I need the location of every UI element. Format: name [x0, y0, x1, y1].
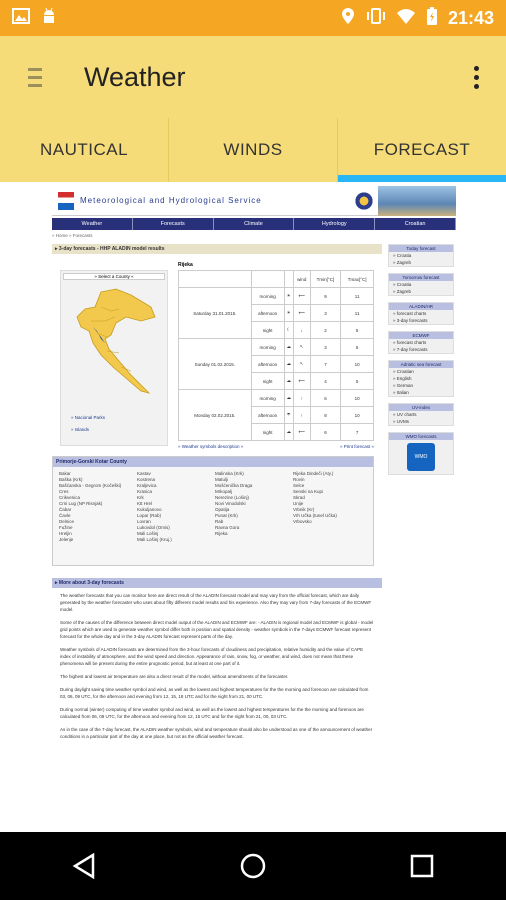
croatia-map[interactable] — [71, 287, 157, 397]
county-link[interactable]: Opatija — [215, 507, 230, 512]
county-link[interactable]: Rovin — [293, 477, 305, 482]
county-link[interactable]: Vrbovsko — [293, 519, 312, 524]
sidebar-box — [388, 244, 454, 267]
wind-arrow-icon: ↑ — [293, 390, 310, 407]
image-notification-icon — [12, 7, 30, 30]
county-column — [215, 471, 289, 543]
city-name: Rijeka — [178, 262, 193, 268]
croatia-crest-icon — [58, 192, 74, 210]
table-header — [251, 271, 284, 288]
weather-symbol-icon: ☁ — [284, 373, 293, 390]
sidebar-link[interactable]: » Croatia — [393, 253, 412, 258]
county-link[interactable]: Krk — [137, 495, 144, 500]
sidebar-box — [388, 360, 454, 397]
symbols-description-link[interactable]: » Weather symbols description « — [178, 444, 244, 449]
sidebar-link[interactable]: » Zagreb — [393, 289, 412, 294]
sidebar-link[interactable]: » 3-day forecasts — [393, 318, 428, 323]
wind-arrow-icon: ↑ — [293, 407, 310, 424]
day-cell: Monday 02.02.2015. — [179, 390, 252, 441]
county-heading: Primorje-Gorski Kotar County — [53, 457, 373, 467]
tmin-cell: 3 — [310, 339, 341, 356]
wind-arrow-icon: ⟵ — [293, 305, 310, 322]
nav-hydrology[interactable]: Hydrology — [294, 218, 375, 230]
tmax-cell: 11 — [341, 305, 374, 322]
national-parks-link[interactable]: » Nacional Parks — [71, 415, 106, 420]
app-title: Weather — [84, 61, 186, 92]
tab-forecast[interactable]: FORECAST — [337, 118, 506, 182]
tmin-cell: 9 — [310, 288, 341, 305]
dhmz-logo — [354, 191, 374, 211]
tmin-cell: 6 — [310, 390, 341, 407]
county-column — [293, 471, 367, 543]
county-link[interactable]: Kastav — [137, 471, 151, 476]
sidebar-link[interactable]: » Zagreb — [393, 260, 412, 265]
sidebar-link[interactable]: » 7-day forecasts — [393, 347, 428, 352]
sidebar-link[interactable]: » English — [393, 376, 412, 381]
paragraph: The weather forecasts that you can monitor here are direct result of the ALADIN forecast model and may vary from the official forecast, which are daily generated by the weather forecaster who uses about fifty different model results and his experience. Also they may vary from 7-day forecasts of the ECMWF model. — [60, 593, 372, 612]
day-cell: Saturday 31.01.2015. — [179, 288, 252, 339]
county-link[interactable]: Punat (Krk) — [215, 513, 238, 518]
county-link[interactable]: Baška (Krk) — [59, 477, 83, 482]
period-cell: afternoon — [251, 356, 284, 373]
app-bar — [0, 36, 506, 118]
table-header: Tmin[°C] — [310, 271, 341, 288]
county-link[interactable]: Novi Vinodolski — [215, 501, 246, 506]
table-header — [284, 271, 293, 288]
county-link[interactable]: Crni Lug (NP Risnjak) — [59, 501, 103, 506]
paragraph: During daylight saving time weather symbol and wind, as well as the lowest and highest temperatures for the the morning and forenoon are calculated from 03, 06, 09 UTC, for the afternoon and evening from 12, 15, 18 UTC and for the night from 21, 00 UTC. — [60, 687, 369, 699]
county-link[interactable]: Rijeka — [215, 531, 228, 536]
county-map-panel — [60, 270, 168, 446]
sidebar-link[interactable]: » forecast charts — [393, 311, 427, 316]
wind-arrow-icon: ⟵ — [293, 424, 310, 441]
wifi-icon — [396, 7, 416, 30]
more-text — [52, 588, 382, 750]
sidebar-box — [388, 273, 454, 296]
android-notification-icon — [40, 7, 58, 30]
county-link[interactable]: Krasica — [137, 489, 153, 494]
tab-winds[interactable]: WINDS — [168, 118, 337, 182]
site-title: Meteorological and Hydrological Service — [80, 196, 262, 205]
weather-symbol-icon: ☁ — [284, 339, 293, 356]
main-column — [52, 244, 382, 739]
islands-link[interactable]: » Islands — [71, 427, 90, 432]
county-link[interactable]: Rab — [215, 519, 224, 524]
sidebar-box — [388, 403, 454, 426]
county-link[interactable]: Skrad — [293, 495, 305, 500]
county-column — [59, 471, 133, 543]
weather-symbol-icon: ☀ — [284, 305, 293, 322]
print-forecast-link[interactable]: » Print forecast « — [339, 444, 374, 449]
county-link[interactable]: Kostrena — [137, 477, 156, 482]
tmax-cell: 7 — [341, 424, 374, 441]
sidebar-box-heading: ALADIN/HR — [389, 303, 453, 310]
table-header: Tmax[°C] — [341, 271, 374, 288]
sidebar-box — [388, 432, 454, 475]
county-link[interactable]: Vrbnik (Kr) — [293, 507, 315, 512]
status-bar — [0, 0, 506, 36]
paragraph: As in the case of the 7-day forecast, the ALADIN weather symbols, wind and temperature should also be understood as one of the announcement of weather conditions in a particular part of the day at one place, but not as the official weather forecast. — [60, 727, 373, 739]
wind-arrow-icon: ⟵ — [293, 373, 310, 390]
tmin-cell: 2 — [310, 322, 341, 339]
county-link[interactable]: Rijeka Dindeči (Aty.) — [293, 471, 334, 476]
right-sidebar — [388, 244, 454, 481]
county-column — [137, 471, 211, 543]
period-cell: night — [251, 322, 284, 339]
county-link[interactable]: Hreljin — [59, 531, 72, 536]
tmax-cell: 10 — [341, 390, 374, 407]
county-link[interactable]: Jelenje — [59, 537, 74, 542]
location-icon — [340, 7, 356, 30]
nav-forecasts[interactable]: Forecasts — [133, 218, 214, 230]
county-link[interactable]: Fužine — [59, 525, 73, 530]
table-footer — [178, 444, 374, 449]
county-link[interactable]: Čavle — [59, 513, 71, 518]
period-cell: night — [251, 424, 284, 441]
county-link[interactable]: Ktt Hrel — [137, 501, 153, 506]
county-link[interactable]: Mrkopalj — [215, 489, 233, 494]
sidebar-box-heading: Tomorrow forecast — [389, 274, 453, 281]
sidebar-box — [388, 331, 454, 354]
wmo-logo[interactable]: WMO — [407, 443, 435, 471]
county-link[interactable]: Bakar — [59, 471, 71, 476]
tmin-cell: 7 — [310, 356, 341, 373]
weather-symbol-icon: ☁ — [284, 356, 293, 373]
back-icon[interactable] — [64, 846, 104, 886]
tmin-cell: 4 — [310, 373, 341, 390]
sidebar-link[interactable]: » UVMs — [393, 419, 410, 424]
system-nav-bar — [0, 832, 506, 900]
period-cell: morning — [251, 288, 284, 305]
sidebar-link[interactable]: » forecast charts — [393, 340, 427, 345]
county-link[interactable]: Lovran — [137, 519, 151, 524]
county-link[interactable]: Bašćanska - Gegrom (Kočeški) — [59, 483, 122, 488]
home-icon[interactable] — [233, 846, 273, 886]
site-header — [52, 186, 456, 216]
paragraph: During normal (winter) computing of time weather symbol and wind, as well as the lowest and highest temperatures for the the morning and forenoon are calculated from 06, 09 UTC, for the afternoon and evening from 12, 15 UTC and for the night from 21, 00, 03 UTC. — [60, 707, 364, 719]
county-columns — [53, 467, 373, 547]
sidebar-link[interactable]: » UV charts — [393, 412, 417, 417]
tmax-cell: 5 — [341, 322, 374, 339]
header-photo — [378, 186, 456, 216]
sidebar-box-heading: WMO forecasts — [389, 433, 453, 440]
weather-symbol-icon: ☁ — [284, 424, 293, 441]
day-cell: Sunday 01.02.2015. — [179, 339, 252, 390]
tmin-cell: 6 — [310, 424, 341, 441]
webview-content[interactable] — [0, 182, 506, 832]
period-cell: afternoon — [251, 407, 284, 424]
nav-climate[interactable]: Climate — [214, 218, 295, 230]
county-link[interactable]: Lopar (Rab) — [137, 513, 162, 518]
table-row — [179, 339, 374, 356]
paragraph: Weather symbols of ALADIN forecasts are determined from the 3-hour forecasts of cloudiness and precipitation, relative humidity and the value of CAPE index of instability of atmosphere, and the wind speed and direction. Appearance of rain, snow, fog, or weather, and wind, does not mean that these phenomena will be present during the entire prognostic period, but at least at one part of it. — [60, 647, 364, 666]
sidebar-link[interactable]: » Croatia — [393, 282, 412, 287]
nav-croatian[interactable]: Croatian — [375, 218, 456, 230]
county-link[interactable]: Mali Lošinj — [137, 531, 159, 536]
tab-nautical[interactable]: NAUTICAL — [39, 140, 129, 159]
county-link[interactable]: Matulji — [215, 477, 229, 482]
county-link[interactable]: Kukuljanovo — [137, 507, 162, 512]
table-row — [179, 288, 374, 305]
county-link[interactable]: Cres — [59, 489, 69, 494]
weather-symbol-icon: ☀ — [284, 288, 293, 305]
more-heading: ▸ More about 3-day forecasts — [52, 578, 382, 588]
county-link[interactable]: Čabar — [59, 507, 72, 512]
tmax-cell: 5 — [341, 373, 374, 390]
county-link[interactable]: Delnice — [59, 519, 75, 524]
county-list-box — [52, 456, 374, 566]
county-link[interactable]: Selce — [293, 483, 305, 488]
county-link[interactable]: Crikvenica — [59, 495, 81, 500]
tmax-cell: 11 — [341, 288, 374, 305]
wind-arrow-icon: ↓ — [293, 322, 310, 339]
county-link[interactable]: Malinska (Krk) — [215, 471, 244, 476]
menu-icon[interactable] — [0, 36, 70, 118]
wind-arrow-icon: ↖ — [293, 356, 310, 373]
battery-charging-icon — [426, 7, 438, 30]
table-header — [179, 271, 252, 288]
wind-arrow-icon: ⟵ — [293, 288, 310, 305]
county-link[interactable]: Nerezine (Lošinj) — [215, 495, 250, 500]
vibrate-icon — [366, 7, 386, 30]
forecast-table — [178, 270, 374, 441]
county-link[interactable]: Senski na Kupi — [293, 489, 324, 494]
county-link[interactable]: Lukovdol (Omis) — [137, 525, 170, 530]
county-link[interactable]: Vrh Učka (tunel Učka) — [293, 513, 337, 518]
sidebar-box-heading: Today forecast — [389, 245, 453, 252]
county-link[interactable]: Mali Lošinj (Kruj.) — [137, 537, 172, 542]
nav-weather[interactable]: Weather — [52, 218, 133, 230]
tmin-cell: 3 — [310, 305, 341, 322]
sidebar-box-heading: ECMWF — [389, 332, 453, 339]
clock: 21:43 — [447, 7, 494, 28]
weather-symbol-icon: ☾ — [284, 322, 293, 339]
period-cell: morning — [251, 339, 284, 356]
breadcrumb: » Home » Forecasts — [52, 233, 93, 238]
sidebar-box — [388, 302, 454, 325]
more-about-box — [52, 578, 382, 750]
county-link[interactable]: Unije — [293, 501, 304, 506]
overflow-menu-icon[interactable] — [446, 36, 506, 118]
county-link[interactable]: Mošćenička Draga — [215, 483, 253, 488]
period-cell: morning — [251, 390, 284, 407]
sidebar-link[interactable]: » German — [393, 383, 414, 388]
sidebar-link[interactable]: » Italian — [393, 390, 409, 395]
forecast-heading: ▸ 3-day forecasts - HHP ALADIN model results — [52, 244, 382, 254]
table-header: wind — [293, 271, 310, 288]
sidebar-box-heading: UV-index — [389, 404, 453, 411]
tmin-cell: 8 — [310, 407, 341, 424]
county-link[interactable]: Ravna Gora — [215, 525, 240, 530]
select-county-dropdown[interactable]: » Select a County « — [63, 273, 165, 280]
tmax-cell: 10 — [341, 407, 374, 424]
tmax-cell: 10 — [341, 356, 374, 373]
sidebar-box-heading: Adriatic sea forecast — [389, 361, 453, 368]
period-cell: night — [251, 373, 284, 390]
table-row — [179, 390, 374, 407]
weather-symbol-icon: ☂ — [284, 407, 293, 424]
recents-icon[interactable] — [402, 846, 442, 886]
tmax-cell: 6 — [341, 339, 374, 356]
paragraph: Some of the causes of the difference between direct model output of the ALADIN and ECMWF are: - ALADIN is regional model and ECMWF is global - model grid points which are used to generate weather symbol differ both in position and spatial density - weather symbols in the 7-days ECMWF forecast represent forecast for the whole day and in the 3-day ALADIN forecast represent parts of the day. — [60, 620, 374, 639]
site-nav — [52, 218, 456, 230]
paragraph: The highest and lowest air temperature are also a direct result of the model, without amendments of the forecaster. — [60, 674, 289, 679]
county-link[interactable]: Kraljevica — [137, 483, 157, 488]
sidebar-link[interactable]: » Croatian — [393, 369, 414, 374]
period-cell: afternoon — [251, 305, 284, 322]
tab-bar — [0, 118, 506, 182]
weather-symbol-icon: ☁ — [284, 390, 293, 407]
web-page — [52, 186, 456, 826]
wind-arrow-icon: ↖ — [293, 339, 310, 356]
